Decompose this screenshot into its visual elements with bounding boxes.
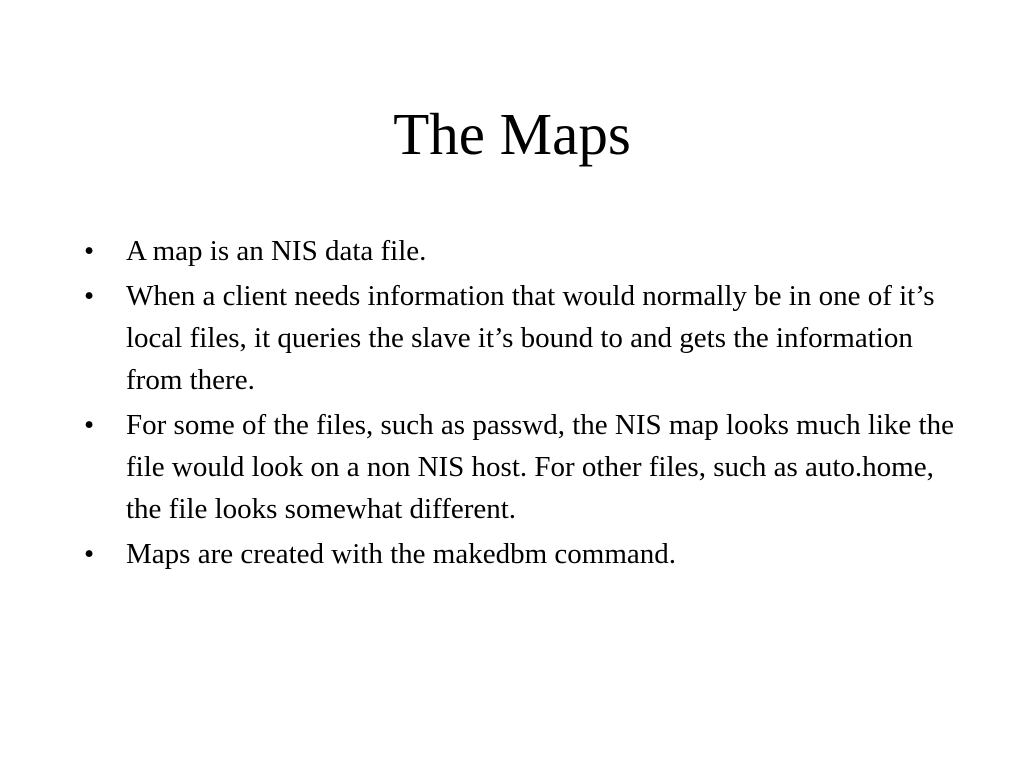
bullet-marker: • [84,538,95,570]
bullet-text: For some of the files, such as passwd, the NIS map looks much like the file would look on a non NIS host. For other files, such as auto.home, the file looks somewhat different. [126,409,954,525]
bullet-text: Maps are created with the makedbm command. [126,538,676,570]
slide-title: The Maps [393,101,631,167]
bullet-marker: • [84,280,95,312]
bullet-item [84,275,954,401]
bullet-marker: • [84,235,95,267]
bullet-marker: • [84,409,95,441]
bullet-list [84,230,954,578]
bullet-item [84,404,954,530]
bullet-item [84,533,954,575]
bullet-text: When a client needs information that would normally be in one of it’s local files, it queries the slave it’s bound to and gets the information from there. [126,280,935,396]
bullet-text: A map is an NIS data file. [126,235,427,267]
bullet-item [84,230,954,272]
